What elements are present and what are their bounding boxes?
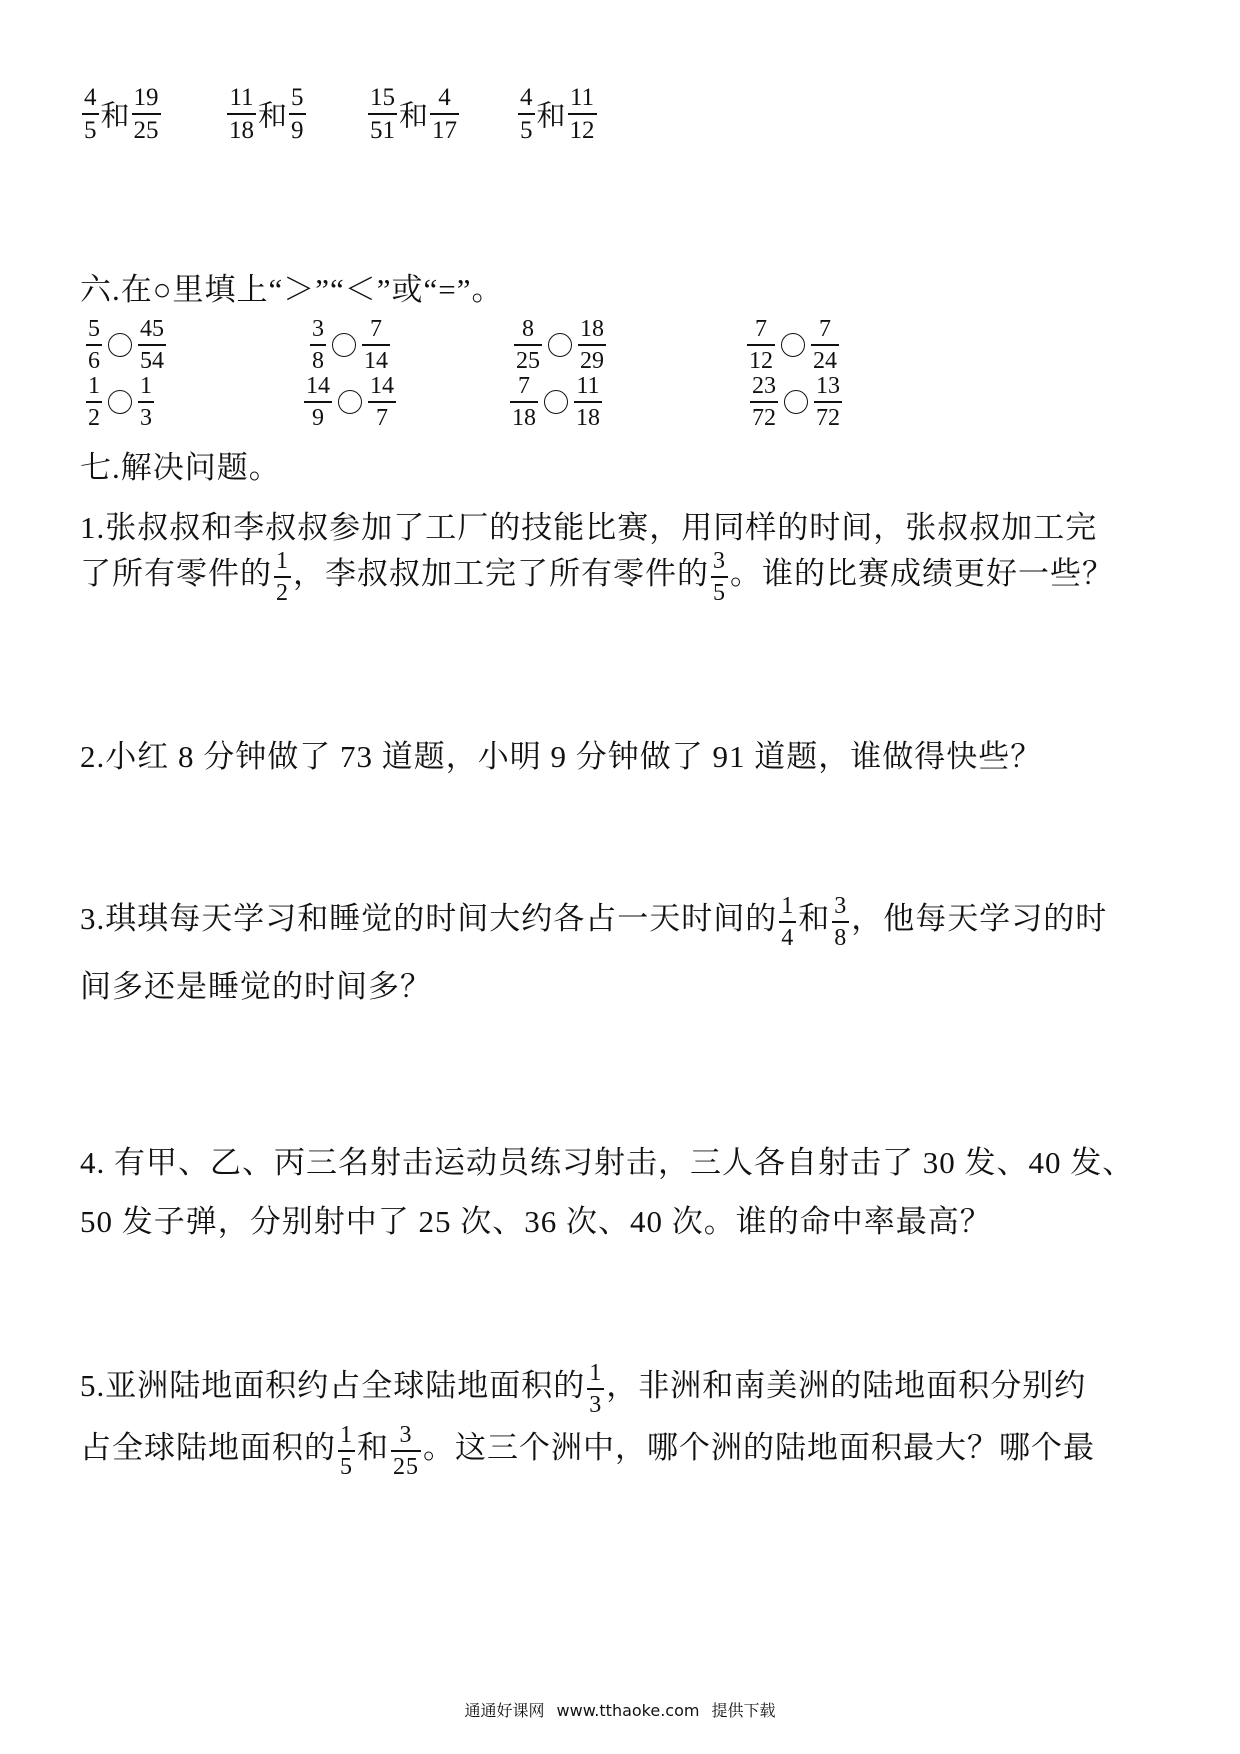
fraction: $\frac{19}{25}$ xyxy=(133,84,159,144)
fraction: $\frac{1}{3}$ xyxy=(140,373,152,431)
fraction: $\frac{3}{25}$ xyxy=(393,1422,419,1480)
fraction: $\frac{1}{4}$ xyxy=(781,893,795,951)
problem-5-line-2: 占全球陆地面积的 $\frac{1}{5}$ 和 $\frac{3}{25}$ 。这三个洲中，哪个洲的陆地面积最大？哪个最 xyxy=(80,1422,1095,1480)
fraction: $\frac{23}{72}$ xyxy=(752,373,776,431)
fraction: $\frac{7}{24}$ xyxy=(813,316,837,374)
problem-1-line-2: 了所有零件的 $\frac{1}{2}$ ，李叔叔加工完了所有零件的 $\frac{3}{5}$ 。谁的比赛成绩更好一些？ xyxy=(80,548,1114,606)
compare-item xyxy=(84,373,156,431)
problem-4-line-2: 50 发子弹，分别射中了 25 次、36 次、40 次。谁的命中率最高？ xyxy=(80,1204,992,1239)
problem-5-line-1: 5.亚洲陆地面积约占全球陆地面积的 $\frac{1}{3}$ ，非洲和南美洲的陆地面积分别约 xyxy=(80,1360,1087,1418)
footer-note: 提供下载 xyxy=(711,1701,776,1720)
and-word: 和 xyxy=(399,100,429,133)
fraction: $\frac{7}{14}$ xyxy=(364,316,388,374)
fraction: $\frac{45}{54}$ xyxy=(140,316,164,374)
compare-item xyxy=(508,373,604,431)
compare-item xyxy=(512,316,608,374)
fraction: $\frac{1}{2}$ xyxy=(88,373,100,431)
fraction: $\frac{7}{12}$ xyxy=(749,316,773,374)
fraction: $\frac{11}{12}$ xyxy=(569,84,595,144)
compare-item xyxy=(302,373,398,431)
fraction: $\frac{8}{25}$ xyxy=(516,316,540,374)
fraction: $\frac{15}{51}$ xyxy=(370,84,395,144)
fraction: $\frac{5}{6}$ xyxy=(88,316,100,374)
answer-circle[interactable] xyxy=(108,390,132,414)
fraction: $\frac{11}{18}$ xyxy=(229,84,254,144)
compare-item xyxy=(84,316,168,374)
compare-item xyxy=(745,316,841,374)
and-word: 和 xyxy=(100,100,130,133)
fraction: $\frac{14}{7}$ xyxy=(370,373,394,431)
fraction: $\frac{1}{3}$ xyxy=(589,1360,603,1418)
answer-circle[interactable] xyxy=(781,333,805,357)
fraction-pair xyxy=(366,84,461,144)
section-7-title: 七.解决问题。 xyxy=(80,450,281,485)
answer-circle[interactable] xyxy=(338,390,362,414)
answer-circle[interactable] xyxy=(784,390,808,414)
fraction: $\frac{3}{8}$ xyxy=(834,893,848,951)
fraction: $\frac{11}{18}$ xyxy=(576,373,600,431)
fraction: $\frac{13}{72}$ xyxy=(816,373,840,431)
fraction: $\frac{4}{5}$ xyxy=(84,84,97,144)
fraction: $\frac{14}{9}$ xyxy=(306,373,330,431)
fraction-pair xyxy=(516,84,599,144)
compare-item xyxy=(308,316,392,374)
fraction-pair xyxy=(225,84,308,144)
footer-url[interactable]: www.tthaoke.com xyxy=(556,1701,700,1720)
problem-1-line-1: 1.张叔叔和李叔叔参加了工厂的技能比赛，用同样的时间，张叔叔加工完 xyxy=(80,510,1098,545)
fraction: $\frac{18}{29}$ xyxy=(580,316,604,374)
section-6-title: 六.在○里填上“＞”“＜”或“=”。 xyxy=(80,272,504,307)
and-word: 和 xyxy=(258,100,288,133)
fraction: $\frac{5}{9}$ xyxy=(291,84,304,144)
footer xyxy=(0,1698,1240,1721)
fraction: $\frac{4}{5}$ xyxy=(520,84,533,144)
fraction: $\frac{7}{18}$ xyxy=(512,373,536,431)
answer-circle[interactable] xyxy=(108,333,132,357)
compare-item xyxy=(748,373,844,431)
problem-3-line-2: 间多还是睡觉的时间多？ xyxy=(80,969,432,1004)
and-word: 和 xyxy=(536,100,566,133)
fraction: $\frac{1}{5}$ xyxy=(340,1422,353,1480)
problem-3-line-1: 3.琪琪每天学习和睡觉的时间大约各占一天时间的 $\frac{1}{4}$ 和 $\frac{3}{8}$ ，他每天学习的时 xyxy=(80,893,1108,951)
fraction: $\frac{3}{5}$ xyxy=(713,548,726,606)
fraction: $\frac{1}{2}$ xyxy=(276,548,289,606)
answer-circle[interactable] xyxy=(332,333,356,357)
answer-circle[interactable] xyxy=(548,333,572,357)
fraction: $\frac{4}{17}$ xyxy=(432,84,458,144)
fraction: $\frac{3}{8}$ xyxy=(312,316,324,374)
footer-site: 通通好课网 xyxy=(464,1701,545,1720)
problem-2-line-1: 2.小红 8 分钟做了 73 道题，小明 9 分钟做了 91 道题，谁做得快些？ xyxy=(80,739,1043,774)
fraction-pair xyxy=(80,84,163,144)
answer-circle[interactable] xyxy=(544,390,568,414)
problem-4-line-1: 4. 有甲、乙、丙三名射击运动员练习射击，三人各自射击了 30 发、40 发、 xyxy=(80,1145,1135,1180)
